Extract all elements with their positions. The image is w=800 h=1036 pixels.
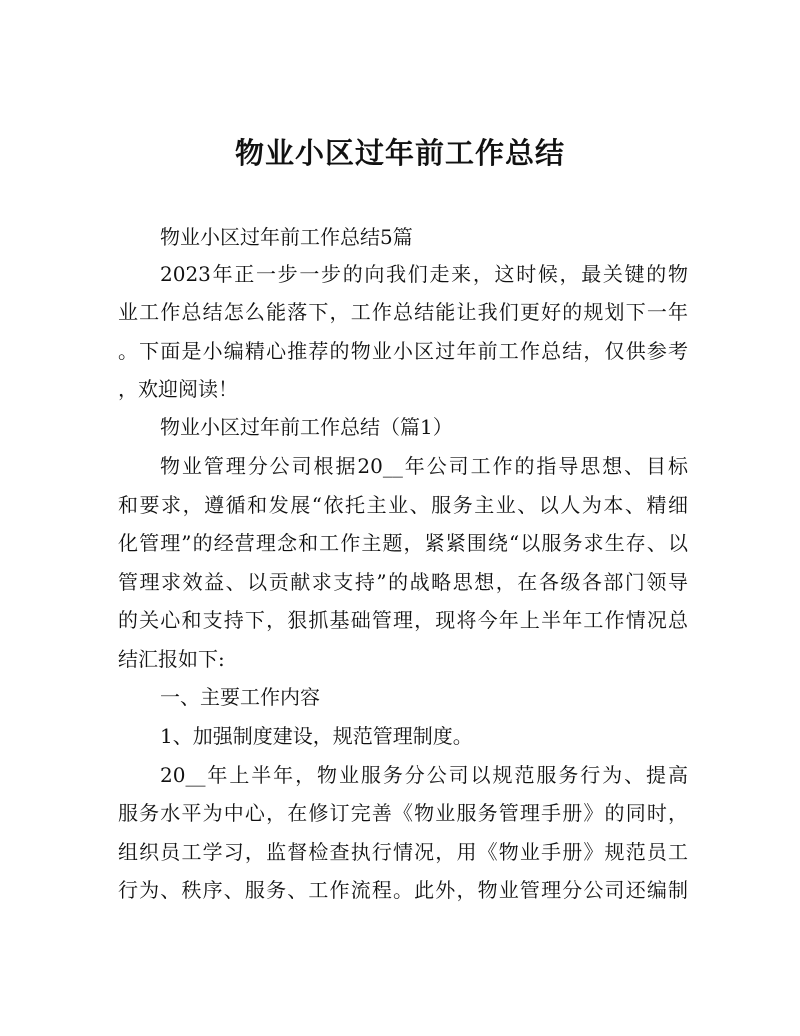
- paragraph-line: 行为、秩序、服务、工作流程。此外，物业管理分公司还编制: [118, 878, 688, 902]
- paragraph-line: 化管理”的经营理念和工作主题，紧紧围绕“以服务求生存、以: [118, 531, 688, 555]
- paragraph-line: 组织员工学习，监督检查执行情况，用《物业手册》规范员工: [118, 840, 688, 864]
- paragraph-line: 物业小区过年前工作总结5篇: [160, 225, 413, 249]
- paragraph-line: 物业管理分公司根据20__年公司工作的指导思想、目标: [160, 454, 688, 478]
- paragraph-line: 服务水平为中心，在修订完善《物业服务管理手册》的同时，: [118, 801, 688, 825]
- paragraph-line: 和要求，遵循和发展“依托主业、服务主业、以人为本、精细: [118, 493, 688, 517]
- subsection-heading: 1、加强制度建设，规范管理制度。: [160, 724, 473, 748]
- document-title: 物业小区过年前工作总结: [234, 136, 565, 170]
- paragraph-line: 。下面是小编精心推荐的物业小区过年前工作总结，仅供参考: [118, 339, 688, 363]
- section-heading: 一、主要工作内容: [160, 685, 320, 709]
- paragraph-line: 2023年正一步一步的向我们走来，这时候，最关键的物: [160, 262, 688, 286]
- paragraph-line: 结汇报如下:: [118, 647, 225, 671]
- paragraph-line: 20__年上半年，物业服务分公司以规范服务行为、提高: [160, 763, 688, 787]
- paragraph-line: ，欢迎阅读！: [118, 377, 238, 401]
- paragraph-line: 业工作总结怎么能落下，工作总结能让我们更好的规划下一年: [118, 300, 688, 324]
- paragraph-line: 管理求效益、以贡献求支持”的战略思想，在各级各部门领导: [118, 570, 688, 594]
- paragraph-line: 的关心和支持下，狠抓基础管理，现将今年上半年工作情况总: [118, 608, 688, 632]
- section-heading: 物业小区过年前工作总结（篇1）: [160, 415, 453, 439]
